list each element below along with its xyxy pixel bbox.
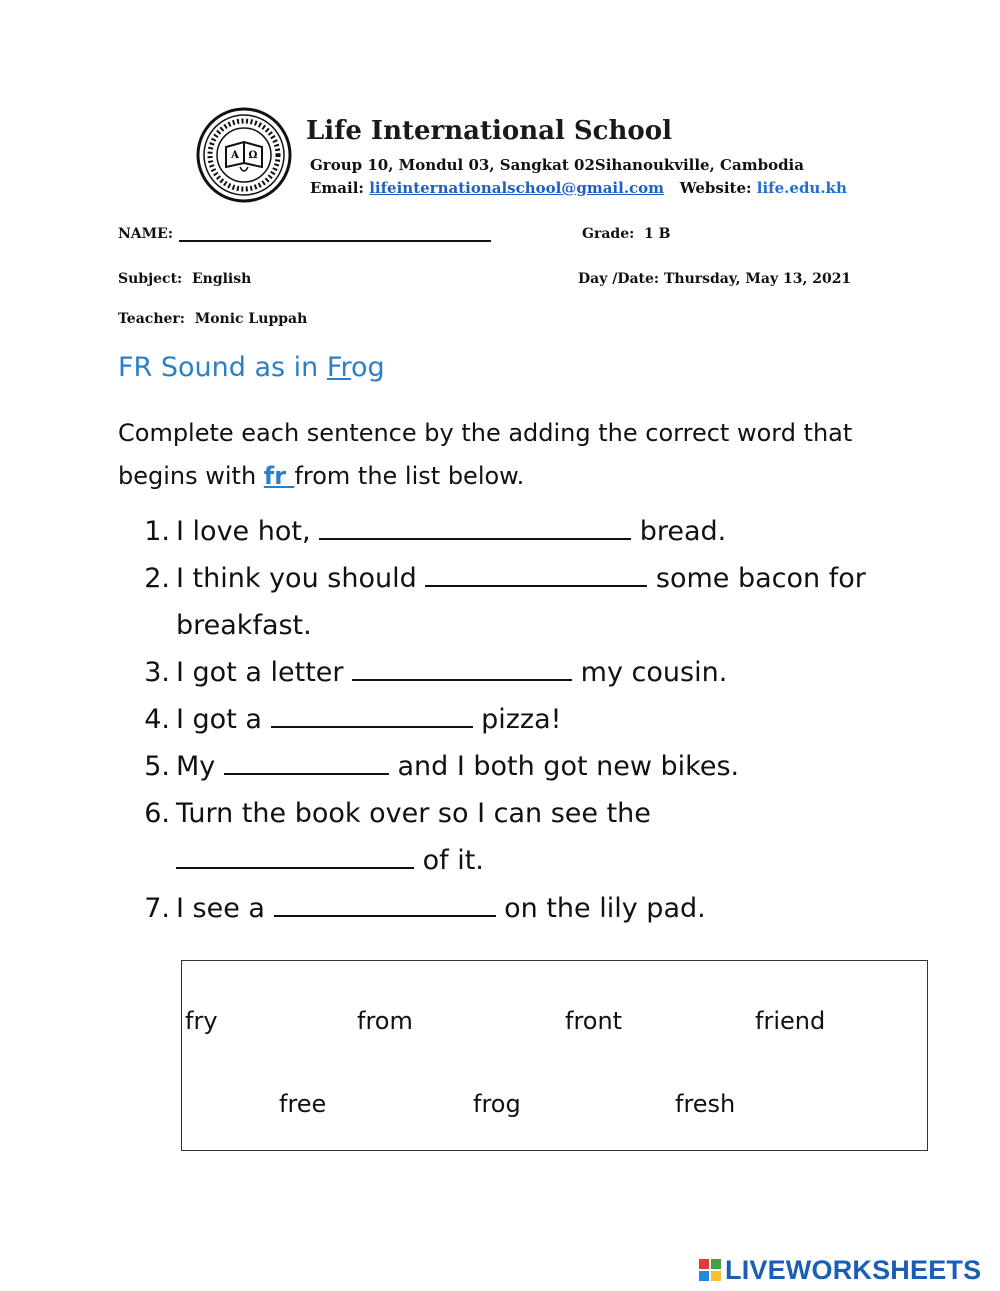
instructions-line1: Complete each sentence by the adding the correct word that <box>118 419 853 447</box>
logo-square <box>699 1271 709 1281</box>
sentence-number: 5. <box>144 751 170 782</box>
word-bank-item: front <box>565 1007 623 1035</box>
sentence-5 <box>140 749 739 785</box>
answer-blank-3[interactable] <box>352 655 572 681</box>
fr-highlight: fr <box>263 462 295 490</box>
logo-square <box>711 1271 721 1281</box>
sentence-number: 6. <box>144 798 170 829</box>
sentence-number: 3. <box>144 657 170 688</box>
school-address: Group 10, Mondul 03, Sangkat 02Sihanoukville, Cambodia <box>310 156 804 174</box>
sentence-text-before: I got a letter <box>176 657 353 688</box>
sentence-2 <box>140 561 866 597</box>
website-label: Website: <box>679 179 752 197</box>
word-bank-item: fresh <box>675 1090 736 1118</box>
word-bank-box <box>181 960 928 1151</box>
teacher-row <box>118 311 307 327</box>
sentence-1 <box>140 514 726 550</box>
sentence-text-after: my cousin. <box>572 657 728 688</box>
answer-blank-5[interactable] <box>224 749 389 775</box>
svg-text:A: A <box>231 150 239 161</box>
answer-blank-4[interactable] <box>271 702 473 728</box>
email-label: Email: <box>310 179 364 197</box>
name-blank[interactable] <box>179 226 491 242</box>
worksheet-title <box>118 352 385 383</box>
sentence-4 <box>140 702 561 738</box>
sentence-number: 1. <box>144 516 170 547</box>
sentence-text-after: bread. <box>631 516 727 547</box>
sentence-text-after: some bacon for <box>647 563 866 594</box>
title-underlined: Fr <box>326 352 351 383</box>
name-row <box>118 226 491 242</box>
email-link[interactable]: lifeinternationalschool@gmail.com <box>369 179 665 197</box>
sentence-text-before: Turn the book over so I can see the <box>176 798 651 829</box>
word-bank-item: fry <box>185 1007 218 1035</box>
sentence-text-after: on the lily pad. <box>495 893 706 924</box>
sentence-text-before: I love hot, <box>176 516 320 547</box>
instructions-line2 <box>118 455 918 498</box>
word-bank-item: frog <box>473 1090 521 1118</box>
sentence-text-before: My <box>176 751 224 782</box>
school-name: Life International School <box>306 116 672 146</box>
sentence-7 <box>140 891 706 927</box>
svg-text:Ω: Ω <box>248 150 258 161</box>
sentence-text-before: I see a <box>176 893 274 924</box>
liveworksheets-text: LIVEWORKSHEETS <box>725 1254 982 1285</box>
answer-blank-6[interactable] <box>176 843 414 869</box>
sentence-number: 4. <box>144 704 170 735</box>
teacher-label: Teacher: <box>118 311 185 327</box>
subject-value: English <box>191 271 252 287</box>
instructions-line2-end: from the list below. <box>294 462 525 490</box>
word-bank-item: free <box>279 1090 327 1118</box>
sentence-3 <box>140 655 727 691</box>
instructions <box>118 412 918 498</box>
grade-row <box>582 226 670 242</box>
sentence-number: 2. <box>144 563 170 594</box>
liveworksheets-watermark[interactable] <box>698 1254 981 1286</box>
sentence-6 <box>140 796 651 832</box>
teacher-value: Monic Luppah <box>194 311 308 327</box>
answer-blank-1[interactable] <box>319 514 631 540</box>
subject-label: Subject: <box>118 271 183 287</box>
sentence-text-after: pizza! <box>472 704 562 735</box>
grade-label: Grade: <box>582 226 635 242</box>
answer-blank-2[interactable] <box>425 561 647 587</box>
word-bank-item: friend <box>755 1007 826 1035</box>
website-link[interactable]: life.edu.kh <box>756 179 847 197</box>
school-contact <box>310 179 847 197</box>
name-label: NAME: <box>118 226 173 242</box>
liveworksheets-logo-icon <box>698 1258 722 1282</box>
title-prefix: FR Sound as in <box>118 352 327 383</box>
sentence-6-continuation <box>176 843 484 879</box>
logo-square <box>699 1259 709 1269</box>
answer-blank-7[interactable] <box>274 891 496 917</box>
logo-square <box>711 1259 721 1269</box>
sentence-2-continuation: breakfast. <box>176 610 312 641</box>
date-row <box>578 271 851 287</box>
sentence-text-after: of it. <box>414 845 484 876</box>
sentence-number: 7. <box>144 893 170 924</box>
grade-value: 1 B <box>644 226 671 242</box>
sentence-text-after: and I both got new bikes. <box>388 751 740 782</box>
date-value: Thursday, May 13, 2021 <box>663 271 852 287</box>
date-label: Day /Date: <box>578 271 660 287</box>
subject-row <box>118 271 251 287</box>
sentence-text-before: I think you should <box>176 563 426 594</box>
instructions-line2-start: begins with <box>118 462 264 490</box>
sentence-text-before: I got a <box>176 704 271 735</box>
school-logo <box>196 107 292 203</box>
title-suffix: og <box>350 352 385 383</box>
word-bank-item: from <box>357 1007 413 1035</box>
